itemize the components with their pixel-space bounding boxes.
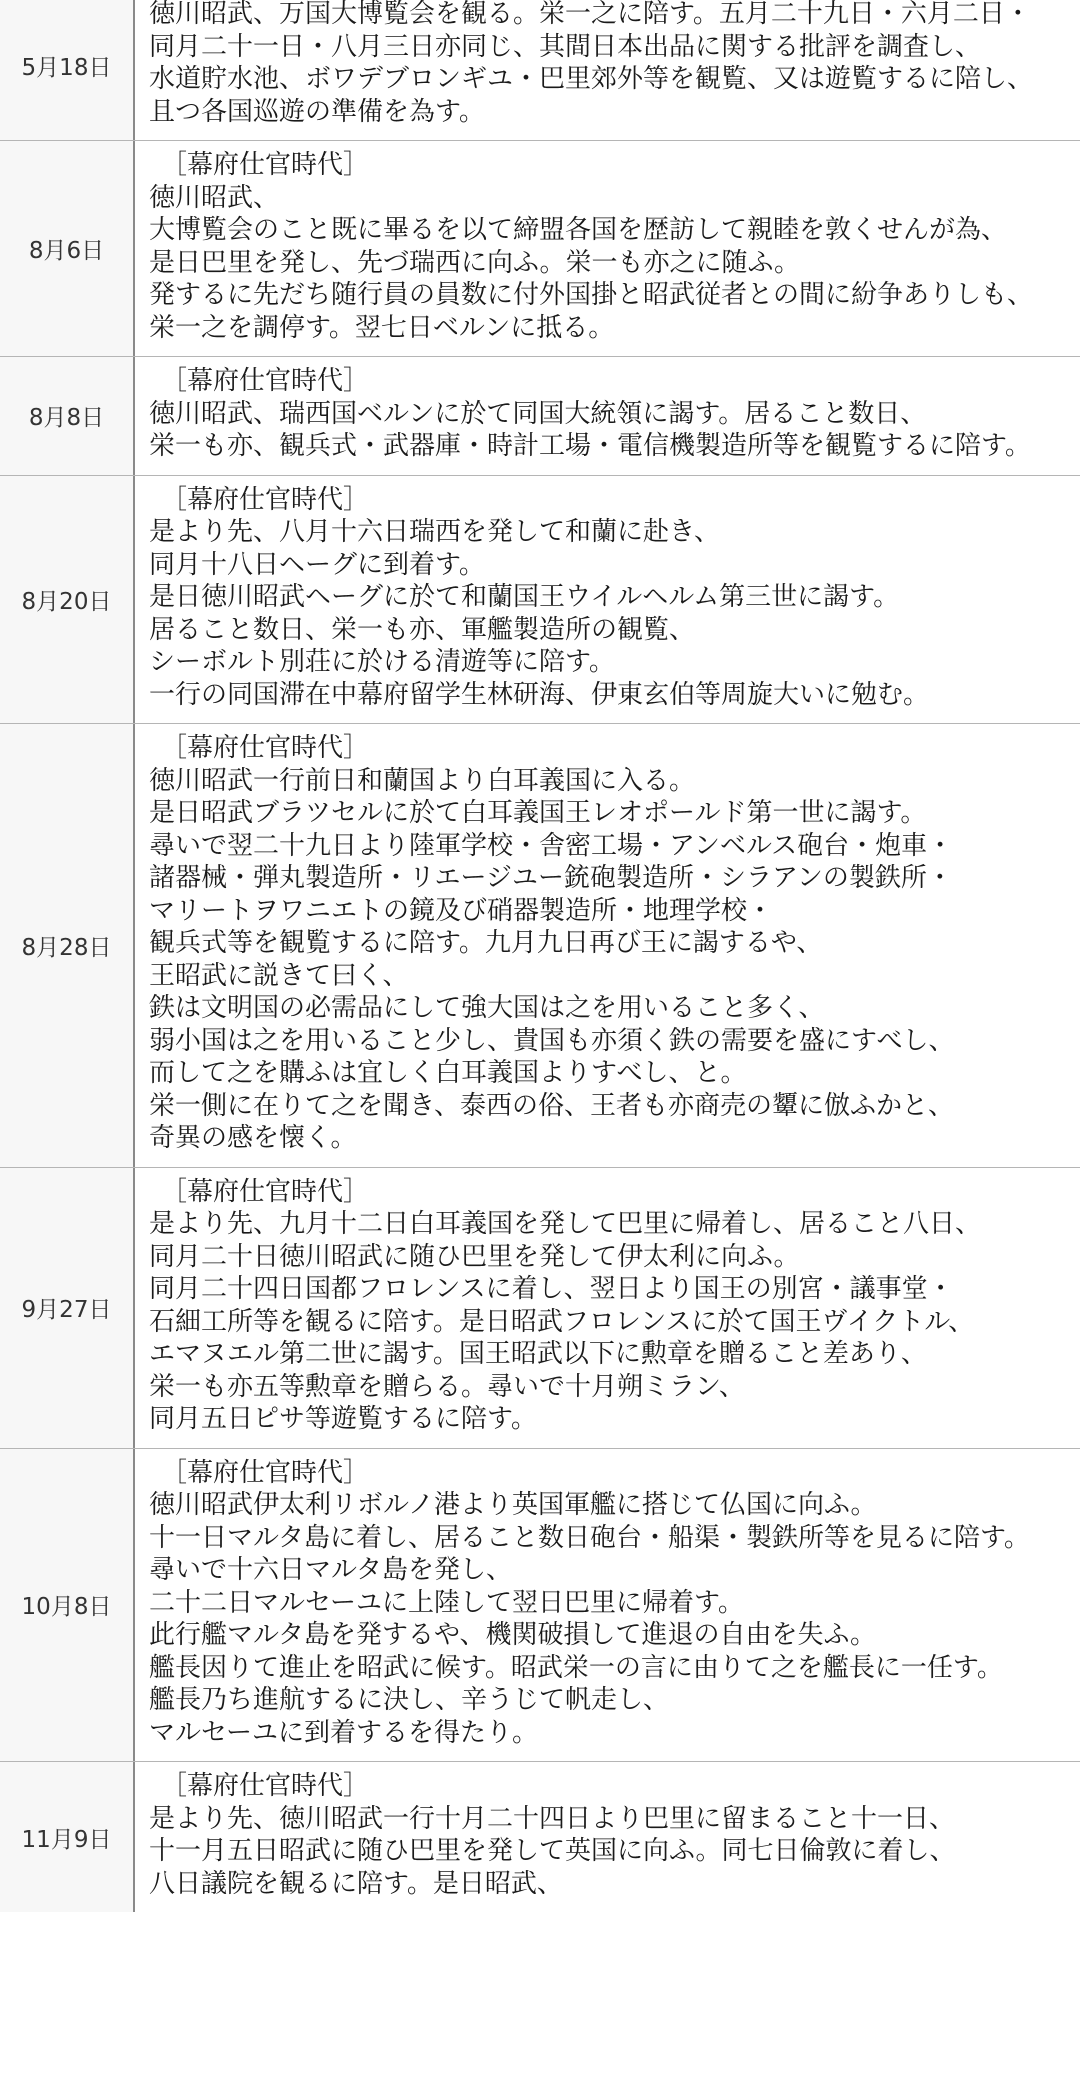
era-label: ［幕府仕官時代］: [161, 484, 370, 515]
entry-date: 10月8日: [0, 1449, 135, 1762]
entry-line: 而して之を購ふは宜しく白耳義国よりすべし、と。: [149, 1058, 747, 1088]
entry-line: 徳川昭武、: [149, 182, 280, 213]
entry-line: 是日昭武ブラツセルに於て白耳義国王レオポールド第一世に謁す。: [149, 798, 927, 828]
entry-line: 同月十八日ヘーグに到着す。: [149, 549, 485, 580]
entry-date: 8月6日: [0, 141, 135, 356]
era-label: ［幕府仕官時代］: [161, 366, 370, 396]
entry-line: 王昭武に説きて曰く、: [149, 960, 409, 991]
entry-line: 同月二十一日・八月三日亦同じ、其間日本出品に関する批評を調査し、: [149, 31, 982, 62]
timeline-row: [0, 723, 1080, 1167]
entry-line: マリートヲワニエトの鏡及び硝器製造所・地理学校・: [149, 895, 774, 926]
entry-line: 且つ各国巡遊の準備を為す。: [149, 96, 485, 127]
timeline-row: [0, 1167, 1080, 1448]
entry-text: [135, 141, 1080, 356]
entry-line: 大博覧会のこと既に畢るを以て締盟各国を歴訪して親睦を敦くせんが為、: [149, 215, 1008, 245]
entry-date: 8月28日: [0, 724, 135, 1167]
entry-date: 8月8日: [0, 357, 135, 475]
entry-line: 弱小国は之を用いること少し、貴国も亦須く鉄の需要を盛にすべし、: [149, 1025, 955, 1056]
entry-date: 9月27日: [0, 1168, 135, 1448]
entry-line: 十一月五日昭武に随ひ巴里を発して英国に向ふ。同七日倫敦に着し、: [149, 1836, 956, 1866]
entry-text: [135, 1449, 1080, 1762]
era-label: ［幕府仕官時代］: [161, 1176, 370, 1207]
era-label: ［幕府仕官時代］: [161, 733, 370, 763]
entry-line: シーボルト別荘に於ける清遊等に陪す。: [149, 647, 615, 677]
entry-line: 徳川昭武伊太利リボルノ港より英国軍艦に搭じて仏国に向ふ。: [149, 1490, 877, 1520]
timeline-row: [0, 475, 1080, 724]
entry-line: エマヌエル第二世に謁す。国王昭武以下に勲章を贈ること差あり、: [149, 1339, 927, 1369]
entry-text: [135, 0, 1080, 140]
entry-line: 尋いで翌二十九日より陸軍学校・舎密工場・アンベルス砲台・炮車・: [149, 830, 954, 861]
timeline-row: [0, 1761, 1080, 1912]
entry-date: 11月9日: [0, 1762, 135, 1912]
era-label: ［幕府仕官時代］: [161, 150, 370, 180]
entry-line: 徳川昭武一行前日和蘭国より白耳義国に入る。: [149, 765, 696, 796]
entry-line: 一行の同国滞在中幕府留学生林研海、伊東玄伯等周旋大いに勉む。: [149, 679, 930, 710]
entry-text: [135, 1168, 1080, 1448]
entry-line: 八日議院を観るに陪す。是日昭武、: [149, 1868, 563, 1899]
entry-line: 諸器械・弾丸製造所・リエージユー銃砲製造所・シラアンの製鉄所・: [149, 863, 953, 893]
entry-line: 栄一之を調停す。翌七日ベルンに抵る。: [149, 312, 615, 343]
era-label: ［幕府仕官時代］: [161, 1457, 370, 1488]
entry-line: 十一日マルタ島に着し、居ること数日砲台・船渠・製鉄所等を見るに陪す。: [149, 1522, 1030, 1553]
entry-line: 栄一側に在りて之を聞き、泰西の俗、王者も亦商売の顰に倣ふかと、: [149, 1090, 954, 1121]
entry-line: 是より先、八月十六日瑞西を発して和蘭に赴き、: [149, 517, 720, 547]
entry-line: 同月二十四日国都フロレンスに着し、翌日より国王の別宮・議事堂・: [149, 1274, 954, 1304]
entry-text: [135, 1762, 1080, 1912]
entry-line: 栄一も亦五等勲章を贈らる。尋いで十月朔ミラン、: [149, 1371, 745, 1402]
entry-date: 8月20日: [0, 476, 135, 724]
entry-line: 居ること数日、栄一も亦、軍艦製造所の観覧、: [149, 614, 696, 645]
entry-line: 徳川昭武、瑞西国ベルンに於て同国大統領に謁す。居ること数日、: [149, 398, 927, 429]
entry-line: 艦長乃ち進航するに決し、辛うじて帆走し、: [149, 1685, 670, 1715]
entry-line: 是より先、九月十二日白耳義国を発して巴里に帰着し、居ること八日、: [149, 1209, 982, 1239]
entry-line: 二十二日マルセーユに上陸して翌日巴里に帰着す。: [149, 1587, 744, 1618]
entry-line: 尋いで十六日マルタ島を発し、: [149, 1555, 512, 1585]
timeline-row: [0, 0, 1080, 140]
entry-line: 栄一も亦、観兵式・武器庫・時計工場・電信機製造所等を観覧するに陪す。: [149, 431, 1031, 461]
entry-text: [135, 724, 1080, 1167]
entry-text: [135, 357, 1080, 475]
entry-line: 艦長因りて進止を昭武に候す。昭武栄一の言に由りて之を艦長に一任す。: [149, 1652, 1003, 1683]
entry-line: 鉄は文明国の必需品にして強大国は之を用いること多く、: [149, 993, 825, 1023]
entry-line: 同月二十日徳川昭武に随ひ巴里を発して伊太利に向ふ。: [149, 1241, 800, 1272]
entry-line: マルセーユに到着するを得たり。: [149, 1717, 538, 1748]
entry-line: 観兵式等を観覧するに陪す。九月九日再び王に謁するや、: [149, 928, 823, 958]
entry-line: 同月五日ピサ等遊覧するに陪す。: [149, 1404, 537, 1434]
entry-line: 奇異の感を懐く。: [149, 1123, 357, 1153]
entry-line: 是日巴里を発し、先づ瑞西に向ふ。栄一も亦之に随ふ。: [149, 247, 801, 278]
entry-line: 徳川昭武、万国大博覧会を観る。栄一之に陪す。五月二十九日・六月二日・: [149, 0, 1031, 29]
entry-line: 水道貯水池、ボワデブロンギユ・巴里郊外等を観覧、又は遊覧するに陪し、: [149, 64, 1034, 94]
entry-line: 石細工所等を観るに陪す。是日昭武フロレンスに於て国王ヴイクトル、: [149, 1306, 975, 1337]
entry-line: 此行艦マルタ島を発するや、機関破損して進退の自由を失ふ。: [149, 1620, 876, 1650]
timeline-row: [0, 1448, 1080, 1762]
entry-date: 5月18日: [0, 0, 135, 140]
entry-text: [135, 476, 1080, 724]
timeline-row: [0, 140, 1080, 356]
timeline-row: [0, 356, 1080, 475]
entry-line: 是日徳川昭武ヘーグに於て和蘭国王ウイルヘルム第三世に謁す。: [149, 582, 900, 612]
entry-line: 是より先、徳川昭武一行十月二十四日より巴里に留まること十一日、: [149, 1803, 956, 1834]
entry-line: 発するに先だち随行員の員数に付外国掛と昭武従者との間に紛争ありしも、: [149, 280, 1034, 310]
era-label: ［幕府仕官時代］: [161, 1771, 370, 1801]
